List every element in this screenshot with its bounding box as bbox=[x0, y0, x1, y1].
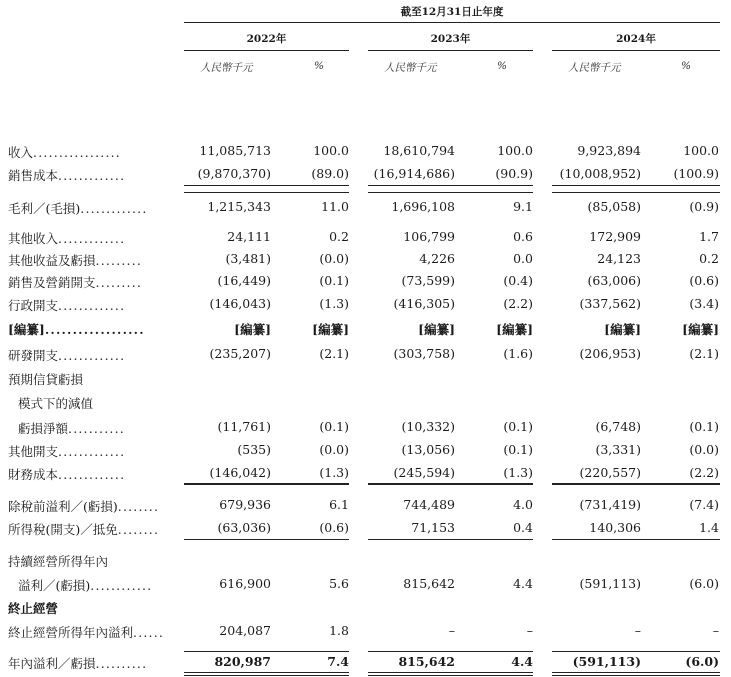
leader-dots: ........ bbox=[117, 522, 160, 537]
row-value: (2.1) bbox=[689, 346, 719, 361]
row-value: (1.3) bbox=[503, 465, 533, 480]
leader-dots: ................. bbox=[33, 145, 121, 160]
row-value: [編纂] bbox=[418, 322, 455, 337]
row-label bbox=[8, 229, 125, 247]
row-value: (0.9) bbox=[689, 199, 719, 214]
section-rule bbox=[368, 192, 533, 193]
row-value: (63,006) bbox=[587, 273, 641, 288]
year-rule-3 bbox=[552, 50, 720, 51]
row-label bbox=[8, 296, 125, 314]
subtotal-rule bbox=[368, 484, 533, 485]
row-value: [編纂] bbox=[604, 322, 641, 337]
row-label bbox=[18, 576, 152, 594]
row-value: (1.3) bbox=[319, 465, 349, 480]
row-label bbox=[8, 251, 142, 269]
row-label-text: 毛利／(毛損) bbox=[8, 201, 81, 216]
row-label bbox=[8, 623, 164, 641]
leader-dots: ......... bbox=[95, 253, 143, 268]
row-value: (3,331) bbox=[595, 442, 641, 457]
row-value: (6,748) bbox=[595, 419, 641, 434]
row-value: 0.0 bbox=[513, 251, 533, 266]
row-value: (10,332) bbox=[401, 419, 455, 434]
row-value: (6.0) bbox=[685, 654, 719, 669]
row-value: (0.1) bbox=[689, 419, 719, 434]
row-value: (3,481) bbox=[225, 251, 271, 266]
row-value: 4,226 bbox=[419, 251, 455, 266]
row-value: (16,449) bbox=[217, 273, 271, 288]
row-label-text: 銷售成本 bbox=[8, 168, 59, 183]
row-value: 100.0 bbox=[313, 143, 349, 158]
row-value: (16,914,686) bbox=[373, 166, 455, 181]
row-label-text: 其他開支 bbox=[8, 444, 59, 459]
row-value: (591,113) bbox=[572, 654, 641, 669]
row-value: 1,696,108 bbox=[391, 199, 455, 214]
row-value: (303,758) bbox=[393, 346, 455, 361]
unit-label-6: % bbox=[681, 60, 691, 72]
section-rule bbox=[368, 539, 533, 540]
section-rule bbox=[368, 483, 533, 484]
subtotal-rule bbox=[184, 185, 349, 186]
leader-dots: ............. bbox=[58, 231, 126, 246]
row-value: – bbox=[712, 623, 719, 638]
row-label-text: 銷售及營銷開支 bbox=[8, 275, 96, 290]
row-value: (235,207) bbox=[209, 346, 271, 361]
row-value: (146,043) bbox=[209, 296, 271, 311]
row-label bbox=[8, 143, 121, 161]
row-value: 0.6 bbox=[513, 229, 533, 244]
row-label bbox=[8, 442, 125, 460]
leader-dots: .......... bbox=[95, 656, 148, 671]
row-value: – bbox=[448, 623, 455, 638]
row-value: 616,900 bbox=[219, 576, 271, 591]
row-value: (0.0) bbox=[689, 442, 719, 457]
row-value: (2.1) bbox=[319, 346, 349, 361]
row-value: 172,909 bbox=[589, 229, 641, 244]
row-value: [編纂] bbox=[234, 322, 271, 337]
row-value: 204,087 bbox=[219, 623, 271, 638]
row-label bbox=[8, 497, 159, 515]
total-rule-bottom-2 bbox=[368, 675, 533, 676]
row-value: – bbox=[634, 623, 641, 638]
row-value: 9,923,894 bbox=[577, 143, 641, 158]
row-value: (9,870,370) bbox=[197, 166, 271, 181]
section-rule bbox=[552, 483, 720, 484]
row-label bbox=[8, 166, 125, 184]
subtotal-rule bbox=[552, 484, 720, 485]
row-label-text: 除稅前溢利／(虧損) bbox=[8, 499, 118, 514]
row-value: (206,953) bbox=[579, 346, 641, 361]
row-label-text: 所得稅(開支)／抵免 bbox=[8, 522, 118, 537]
section-rule bbox=[184, 539, 349, 540]
row-value: (1.6) bbox=[503, 346, 533, 361]
row-value: (2.2) bbox=[689, 465, 719, 480]
row-label-text: 財務成本 bbox=[8, 467, 59, 482]
row-value: 24,123 bbox=[597, 251, 641, 266]
unit-label-5: 人民幣千元 bbox=[568, 62, 621, 74]
row-value: [編纂] bbox=[312, 322, 349, 337]
total-rule-bottom-2 bbox=[184, 675, 349, 676]
leader-dots: ............. bbox=[58, 348, 126, 363]
leader-dots: ......... bbox=[95, 275, 143, 290]
total-rule-bottom bbox=[368, 672, 533, 673]
row-label bbox=[8, 520, 159, 538]
row-value: (0.6) bbox=[689, 273, 719, 288]
row-value: (0.6) bbox=[319, 520, 349, 535]
row-value: 140,306 bbox=[589, 520, 641, 535]
row-label bbox=[8, 552, 108, 570]
row-value: 9.1 bbox=[513, 199, 533, 214]
row-value: (416,305) bbox=[393, 296, 455, 311]
row-label-text: 預期信貸虧損 bbox=[8, 372, 84, 387]
row-value: 679,936 bbox=[219, 497, 271, 512]
row-label bbox=[8, 654, 147, 672]
row-value: (90.9) bbox=[495, 166, 533, 181]
row-value: (3.4) bbox=[689, 296, 719, 311]
row-label bbox=[18, 419, 125, 437]
row-value: (0.1) bbox=[319, 273, 349, 288]
row-label bbox=[8, 199, 148, 217]
row-value: 4.4 bbox=[513, 576, 533, 591]
row-value: (0.0) bbox=[319, 251, 349, 266]
unit-label-1: 人民幣千元 bbox=[200, 62, 253, 74]
total-rule-bottom-2 bbox=[552, 675, 720, 676]
row-value: (7.4) bbox=[689, 497, 719, 512]
leader-dots: ............. bbox=[80, 201, 148, 216]
row-value: (591,113) bbox=[579, 576, 641, 591]
row-value: 0.2 bbox=[329, 229, 349, 244]
subtotal-rule bbox=[184, 484, 349, 485]
row-value: 815,642 bbox=[398, 654, 455, 669]
total-rule-top bbox=[184, 651, 349, 652]
row-value: (0.1) bbox=[319, 419, 349, 434]
row-value: 1,215,343 bbox=[207, 199, 271, 214]
row-value: – bbox=[526, 623, 533, 638]
row-label-text: [編纂] bbox=[8, 322, 45, 337]
row-value: 1.4 bbox=[699, 520, 719, 535]
row-value: (220,557) bbox=[579, 465, 641, 480]
row-label-text: 年內溢利／虧損 bbox=[8, 656, 96, 671]
row-value: 71,153 bbox=[411, 520, 455, 535]
row-value: (85,058) bbox=[587, 199, 641, 214]
row-value: (11,761) bbox=[217, 419, 271, 434]
leader-dots: ............. bbox=[58, 467, 126, 482]
total-rule-top bbox=[368, 651, 533, 652]
unit-label-3: 人民幣千元 bbox=[384, 62, 437, 74]
row-value: 100.0 bbox=[497, 143, 533, 158]
year-rule-1 bbox=[184, 50, 349, 51]
leader-dots: ............. bbox=[58, 298, 126, 313]
period-header: 截至12月31日止年度 bbox=[400, 6, 504, 18]
row-value: 815,642 bbox=[403, 576, 455, 591]
section-rule bbox=[184, 192, 349, 193]
row-label-text: 終止經營 bbox=[8, 601, 59, 616]
row-label-text: 行政開支 bbox=[8, 298, 59, 313]
row-value: 11,085,713 bbox=[199, 143, 271, 158]
row-value: (0.4) bbox=[503, 273, 533, 288]
row-value: 6.1 bbox=[329, 497, 349, 512]
row-value: 5.6 bbox=[329, 576, 349, 591]
row-value: (1.3) bbox=[319, 296, 349, 311]
row-value: (731,419) bbox=[579, 497, 641, 512]
row-label bbox=[8, 273, 142, 291]
section-rule bbox=[552, 539, 720, 540]
row-label bbox=[8, 346, 125, 364]
row-label-text: 持續經營所得年內 bbox=[8, 554, 109, 569]
leader-dots: ............. bbox=[58, 444, 126, 459]
leader-dots: ............. bbox=[58, 168, 126, 183]
section-rule bbox=[184, 483, 349, 484]
row-value: 1.7 bbox=[699, 229, 719, 244]
unit-label-2: % bbox=[314, 60, 324, 72]
row-value: (6.0) bbox=[689, 576, 719, 591]
row-label-text: 研發開支 bbox=[8, 348, 59, 363]
row-value: (535) bbox=[237, 442, 271, 457]
row-value: 744,489 bbox=[403, 497, 455, 512]
row-label-text: 虧損淨額 bbox=[18, 421, 69, 436]
row-value: (13,056) bbox=[401, 442, 455, 457]
row-label-text: 其他收益及虧損 bbox=[8, 253, 96, 268]
row-value: (0.1) bbox=[503, 442, 533, 457]
row-value: (0.1) bbox=[503, 419, 533, 434]
row-value: (10,008,952) bbox=[559, 166, 641, 181]
row-value: 1.8 bbox=[329, 623, 349, 638]
leader-dots: .................. bbox=[44, 322, 145, 337]
row-value: (63,036) bbox=[217, 520, 271, 535]
subtotal-rule bbox=[552, 185, 720, 186]
total-rule-top bbox=[552, 651, 720, 652]
section-rule bbox=[552, 192, 720, 193]
year-header-2: 2023年 bbox=[430, 33, 471, 45]
unit-label-4: % bbox=[497, 60, 507, 72]
row-label-text: 收入 bbox=[8, 145, 34, 160]
total-rule-bottom bbox=[184, 672, 349, 673]
row-label-text: 溢利／(虧損) bbox=[18, 578, 91, 593]
row-value: (89.0) bbox=[311, 166, 349, 181]
row-value: 18,610,794 bbox=[383, 143, 455, 158]
row-label-text: 終止經營所得年內溢利 bbox=[8, 625, 134, 640]
row-value: (146,042) bbox=[209, 465, 271, 480]
row-value: (73,599) bbox=[401, 273, 455, 288]
year-header-3: 2024年 bbox=[616, 33, 656, 45]
row-label bbox=[8, 465, 125, 483]
row-value: 4.4 bbox=[511, 654, 533, 669]
leader-dots: ...... bbox=[133, 625, 165, 640]
row-value: 0.4 bbox=[513, 520, 533, 535]
row-value: (2.2) bbox=[503, 296, 533, 311]
row-label bbox=[18, 394, 93, 412]
row-value: (245,594) bbox=[393, 465, 455, 480]
year-rule-2 bbox=[368, 50, 533, 51]
leader-dots: ........... bbox=[68, 421, 125, 436]
leader-dots: ............ bbox=[90, 578, 153, 593]
row-value: 4.0 bbox=[513, 497, 533, 512]
row-label bbox=[8, 370, 83, 388]
row-label bbox=[8, 320, 145, 338]
row-value: 7.4 bbox=[327, 654, 349, 669]
row-label-text: 模式下的減值 bbox=[18, 396, 94, 411]
row-value: 100.0 bbox=[683, 143, 719, 158]
row-value: 820,987 bbox=[214, 654, 271, 669]
year-header-1: 2022年 bbox=[246, 33, 287, 45]
subtotal-rule bbox=[368, 185, 533, 186]
total-rule-bottom bbox=[552, 672, 720, 673]
row-value: [編纂] bbox=[682, 322, 719, 337]
row-value: 0.2 bbox=[699, 251, 719, 266]
row-value: 11.0 bbox=[321, 199, 349, 214]
row-value: [編纂] bbox=[496, 322, 533, 337]
row-label bbox=[8, 599, 58, 617]
row-value: 106,799 bbox=[403, 229, 455, 244]
row-label-text: 其他收入 bbox=[8, 231, 59, 246]
row-value: (337,562) bbox=[579, 296, 641, 311]
leader-dots: ........ bbox=[117, 499, 160, 514]
row-value: (0.0) bbox=[319, 442, 349, 457]
row-value: (100.9) bbox=[673, 166, 719, 181]
period-rule bbox=[184, 22, 720, 23]
row-value: 24,111 bbox=[227, 229, 271, 244]
